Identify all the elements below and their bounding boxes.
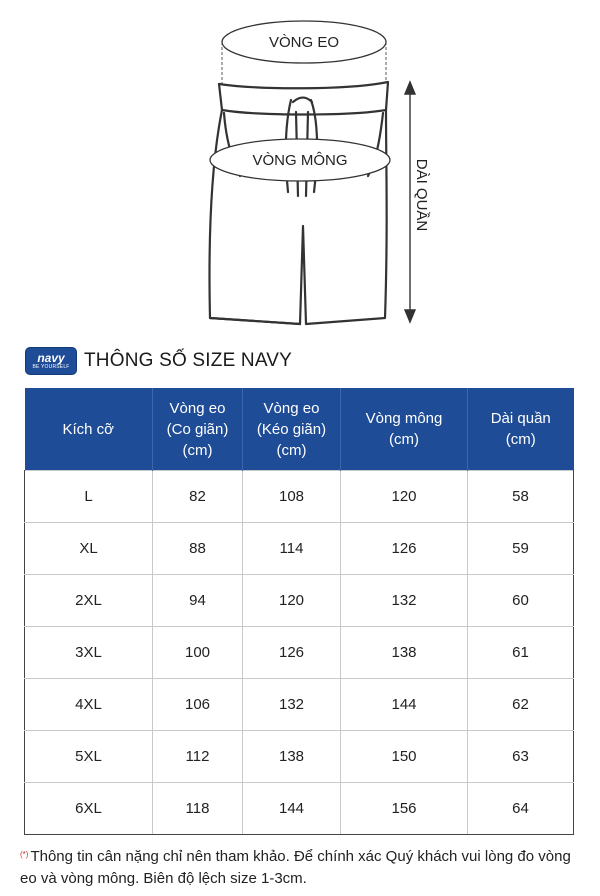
measurement-cell: 59 — [468, 523, 574, 575]
table-body — [25, 471, 574, 835]
column-header-line: (cm) — [276, 441, 307, 459]
column-header-line: Kích cỡ — [62, 420, 115, 438]
table-row — [25, 679, 574, 731]
measurement-cell: 138 — [243, 731, 341, 783]
measurement-cell: 144 — [243, 783, 341, 835]
table-header-row — [25, 388, 574, 471]
length-label: DÀI QUẦN — [413, 158, 430, 232]
measurement-cell: 88 — [153, 523, 243, 575]
column-header-line: Vòng mông — [365, 410, 443, 427]
measurement-cell: 60 — [468, 575, 574, 627]
size-table — [24, 388, 574, 835]
measurement-cell: 63 — [468, 731, 574, 783]
footnote — [20, 846, 590, 890]
measurement-cell: 94 — [153, 575, 243, 627]
shorts-illustration — [0, 0, 600, 340]
column-header-line: Vòng eo — [169, 399, 226, 417]
size-cell: 4XL — [25, 679, 153, 731]
column-header-line: Dài quần — [490, 410, 551, 427]
column-header — [243, 388, 341, 471]
size-cell: 2XL — [25, 575, 153, 627]
size-cell: 6XL — [25, 783, 153, 835]
size-cell: L — [25, 471, 153, 523]
column-header-line: (cm) — [505, 431, 536, 448]
measurement-cell: 112 — [153, 731, 243, 783]
column-header-line: (Co giãn) — [166, 420, 229, 438]
measurement-cell: 106 — [153, 679, 243, 731]
column-header-line: (Kéo giãn) — [256, 420, 327, 438]
measurement-cell: 61 — [468, 627, 574, 679]
measurement-cell: 132 — [341, 575, 468, 627]
shorts-diagram — [0, 0, 600, 340]
table-row — [25, 575, 574, 627]
logo-text: navy — [37, 351, 65, 365]
logo-slogan: BE YOURSELF — [32, 364, 70, 370]
measurement-cell: 132 — [243, 679, 341, 731]
measurement-cell: 156 — [341, 783, 468, 835]
measurement-cell: 120 — [341, 471, 468, 523]
column-header — [153, 388, 243, 471]
column-header — [25, 388, 153, 471]
measurement-cell: 114 — [243, 523, 341, 575]
brand-logo — [26, 348, 76, 374]
measurement-cell: 58 — [468, 471, 574, 523]
measurement-cell: 138 — [341, 627, 468, 679]
table-row — [25, 783, 574, 835]
size-table-container — [24, 388, 573, 835]
measurement-cell: 144 — [341, 679, 468, 731]
table-row — [25, 523, 574, 575]
table-row — [25, 471, 574, 523]
hip-label: VÒNG MÔNG — [252, 152, 348, 169]
column-header-line: (cm) — [182, 441, 213, 459]
column-header — [341, 388, 468, 471]
measurement-cell: 118 — [153, 783, 243, 835]
measurement-cell: 120 — [243, 575, 341, 627]
measurement-cell: 64 — [468, 783, 574, 835]
measurement-cell: 100 — [153, 627, 243, 679]
measurement-cell: 150 — [341, 731, 468, 783]
size-cell: XL — [25, 523, 153, 575]
column-header — [468, 388, 574, 471]
page-title: THÔNG SỐ SIZE NAVY — [84, 350, 293, 371]
table-row — [25, 627, 574, 679]
size-cell: 3XL — [25, 627, 153, 679]
title-row — [26, 346, 292, 376]
footnote-text: Thông tin cân nặng chỉ nên tham khảo. Để chính xác Quý khách vui lòng đo vòng eo và vòng mông. Biên độ lệch size 1-3cm. — [20, 848, 571, 887]
size-cell: 5XL — [25, 731, 153, 783]
waist-label: VÒNG EO — [268, 34, 340, 51]
measurement-cell: 126 — [341, 523, 468, 575]
column-header-line: (cm) — [389, 431, 419, 448]
measurement-cell: 82 — [153, 471, 243, 523]
measurement-cell: 62 — [468, 679, 574, 731]
column-header-line: Vòng eo — [263, 399, 320, 417]
measurement-cell: 126 — [243, 627, 341, 679]
table-row — [25, 731, 574, 783]
shorts-drawing — [210, 82, 389, 324]
measurement-cell: 108 — [243, 471, 341, 523]
footnote-marker: (*) — [20, 850, 29, 859]
